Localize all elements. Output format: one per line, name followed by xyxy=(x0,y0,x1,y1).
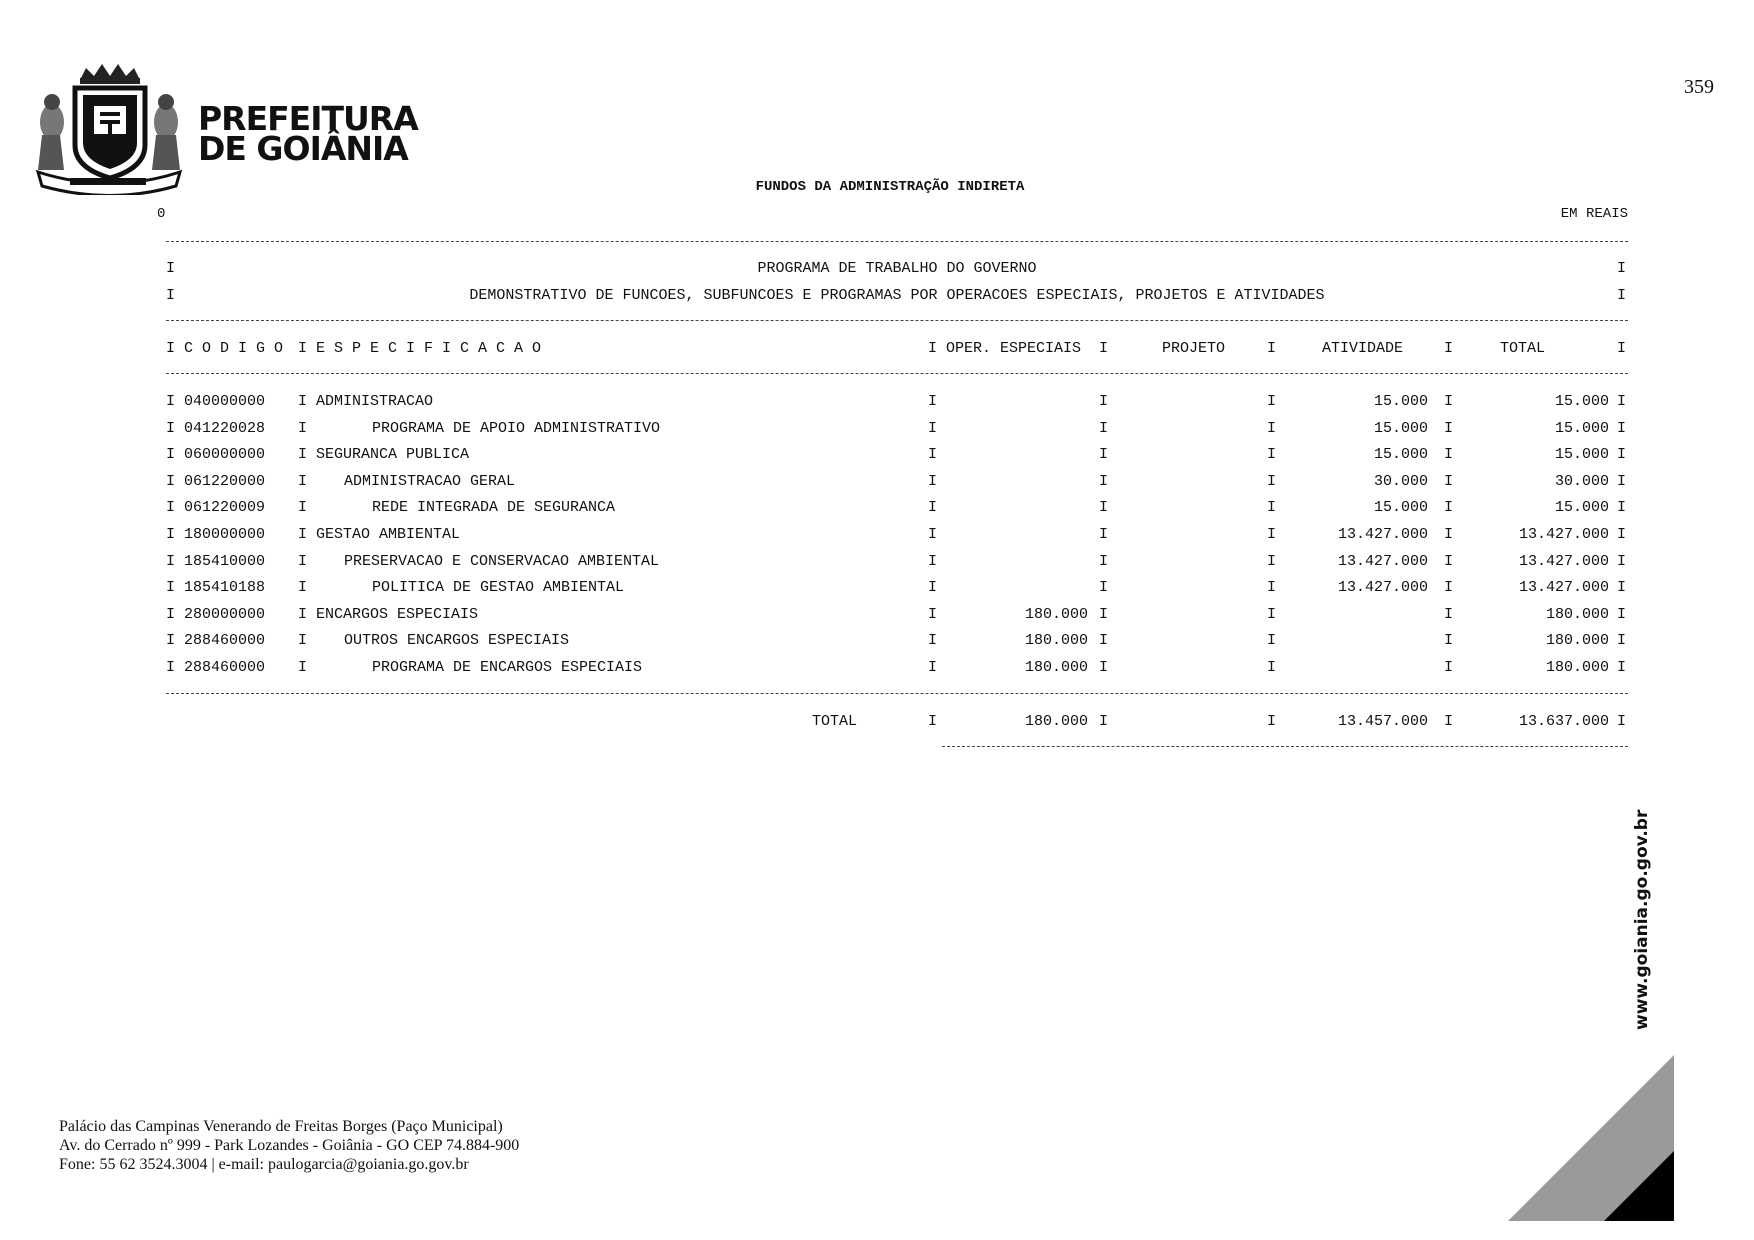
column-separator: I xyxy=(1444,632,1454,650)
header-projeto: PROJETO xyxy=(1162,340,1226,357)
row-total: 15.000 xyxy=(1554,393,1609,410)
logo-line-1: PREFEITURA xyxy=(198,99,418,138)
divider xyxy=(166,241,1628,242)
column-separator: I xyxy=(1444,552,1454,570)
border-marker: I xyxy=(1617,605,1627,623)
border-marker: I xyxy=(1617,260,1627,277)
border-marker: I xyxy=(1617,659,1627,676)
border-marker: I xyxy=(1617,713,1627,730)
logo-line-2: DE GOIÂNIA xyxy=(198,129,408,168)
totals-atividade: 13.457.000 xyxy=(1337,713,1428,730)
column-separator: I xyxy=(1267,393,1277,410)
column-separator: I xyxy=(298,659,308,676)
column-separator: I xyxy=(1267,605,1277,623)
border-marker: I xyxy=(1617,552,1627,570)
row-total: 15.000 xyxy=(1554,419,1609,437)
column-separator: I xyxy=(1267,579,1277,597)
column-separator: I xyxy=(298,526,308,543)
border-marker: I xyxy=(1617,446,1627,464)
row-codigo: 060000000 xyxy=(184,446,266,464)
row-especificacao: PROGRAMA DE ENCARGOS ESPECIAIS xyxy=(372,659,643,676)
column-separator: I xyxy=(1444,472,1454,490)
column-separator: I xyxy=(1267,446,1277,464)
row-total: 13.427.000 xyxy=(1518,579,1609,597)
border-marker: I xyxy=(166,446,176,464)
column-separator: I xyxy=(928,552,938,570)
column-separator: I xyxy=(1444,605,1454,623)
column-separator: I xyxy=(1099,713,1109,730)
page-number: 359 xyxy=(1684,76,1714,98)
column-separator: I xyxy=(1099,446,1109,464)
column-separator: I xyxy=(928,713,938,730)
column-separator: I xyxy=(1099,605,1109,623)
divider xyxy=(942,746,1628,747)
column-separator: I xyxy=(1267,526,1277,543)
row-codigo: 185410188 xyxy=(184,579,266,597)
footer-address-line: Palácio das Campinas Venerando de Freitas Borges (Paço Municipal) xyxy=(59,1118,503,1135)
row-total: 180.000 xyxy=(1545,605,1609,623)
row-codigo: 180000000 xyxy=(184,526,266,543)
border-marker: I xyxy=(1617,287,1627,304)
border-marker: I xyxy=(1617,526,1627,543)
column-separator: I xyxy=(298,393,308,410)
column-separator: I xyxy=(928,419,938,437)
row-atividade: 15.000 xyxy=(1373,419,1428,437)
row-codigo: 280000000 xyxy=(184,605,266,623)
column-separator: I xyxy=(928,393,938,410)
column-separator: I xyxy=(928,605,938,623)
header-atividade: ATIVIDADE xyxy=(1322,340,1404,357)
column-separator: I xyxy=(1099,393,1109,410)
border-marker: I xyxy=(166,659,176,676)
header-oper-especiais: OPER. ESPECIAIS xyxy=(946,340,1082,357)
column-separator: I xyxy=(298,446,308,464)
column-separator: I xyxy=(1444,340,1454,357)
border-marker: I xyxy=(1617,632,1627,650)
header-codigo: C O D I G O xyxy=(184,340,284,357)
column-separator: I xyxy=(928,446,938,464)
row-especificacao: SEGURANCA PUBLICA xyxy=(316,446,470,464)
column-separator: I xyxy=(298,340,308,357)
divider xyxy=(166,693,1628,694)
column-separator: I xyxy=(298,632,308,650)
divider xyxy=(166,373,1628,374)
border-marker: I xyxy=(166,499,176,517)
row-especificacao: POLITICA DE GESTAO AMBIENTAL xyxy=(372,579,625,597)
column-separator: I xyxy=(1444,499,1454,517)
column-separator: I xyxy=(928,579,938,597)
divider xyxy=(166,320,1628,321)
column-separator: I xyxy=(928,472,938,490)
row-oper-especiais: 180.000 xyxy=(1024,605,1088,623)
column-separator: I xyxy=(298,419,308,437)
border-marker: I xyxy=(166,419,176,437)
border-marker: I xyxy=(1617,393,1627,410)
border-marker: I xyxy=(166,526,176,543)
unit-label: EM REAIS xyxy=(1560,206,1628,222)
row-atividade: 30.000 xyxy=(1373,472,1428,490)
footer-contact-line: Fone: 55 62 3524.3004 | e-mail: paulogarcia@goiania.go.gov.br xyxy=(59,1156,469,1173)
row-atividade: 15.000 xyxy=(1373,446,1428,464)
border-marker: I xyxy=(1617,340,1627,357)
column-separator: I xyxy=(928,632,938,650)
column-separator: I xyxy=(298,605,308,623)
row-codigo: 288460000 xyxy=(184,659,266,676)
row-codigo: 040000000 xyxy=(184,393,266,410)
column-separator: I xyxy=(928,659,938,676)
header-especificacao: E S P E C I F I C A C A O xyxy=(316,340,542,357)
column-separator: I xyxy=(1099,579,1109,597)
column-separator: I xyxy=(298,579,308,597)
row-oper-especiais: 180.000 xyxy=(1024,632,1088,650)
row-atividade: 13.427.000 xyxy=(1337,552,1428,570)
row-total: 15.000 xyxy=(1554,499,1609,517)
border-marker: I xyxy=(166,260,176,277)
border-marker: I xyxy=(166,579,176,597)
row-atividade: 15.000 xyxy=(1373,393,1428,410)
column-separator: I xyxy=(1444,526,1454,543)
column-separator: I xyxy=(1444,419,1454,437)
row-especificacao: REDE INTEGRADA DE SEGURANCA xyxy=(372,499,616,517)
row-total: 13.427.000 xyxy=(1518,552,1609,570)
column-separator: I xyxy=(1267,499,1277,517)
column-separator: I xyxy=(1267,419,1277,437)
sheet-reference: 0 xyxy=(157,206,166,222)
border-marker: I xyxy=(166,472,176,490)
column-separator: I xyxy=(1099,659,1109,676)
row-especificacao: GESTAO AMBIENTAL xyxy=(316,526,461,543)
column-separator: I xyxy=(928,340,938,357)
row-especificacao: PRESERVACAO E CONSERVACAO AMBIENTAL xyxy=(344,552,660,570)
border-marker: I xyxy=(1617,419,1627,437)
corner-triangle-graphic xyxy=(1508,1055,1674,1221)
row-total: 180.000 xyxy=(1545,632,1609,650)
column-separator: I xyxy=(1444,393,1454,410)
border-marker: I xyxy=(166,552,176,570)
border-marker: I xyxy=(1617,579,1627,597)
row-especificacao: ADMINISTRACAO xyxy=(316,393,434,410)
border-marker: I xyxy=(1617,499,1627,517)
border-marker: I xyxy=(166,393,176,410)
column-separator: I xyxy=(1267,340,1277,357)
column-separator: I xyxy=(1444,713,1454,730)
column-separator: I xyxy=(298,472,308,490)
column-separator: I xyxy=(1099,340,1109,357)
row-especificacao: PROGRAMA DE APOIO ADMINISTRATIVO xyxy=(372,419,661,437)
column-separator: I xyxy=(1099,526,1109,543)
row-especificacao: ADMINISTRACAO GERAL xyxy=(344,472,516,490)
column-separator: I xyxy=(928,499,938,517)
column-separator: I xyxy=(1444,659,1454,676)
column-separator: I xyxy=(1444,446,1454,464)
totals-label: TOTAL xyxy=(812,713,858,730)
border-marker: I xyxy=(166,632,176,650)
totals-oper-especiais: 180.000 xyxy=(1024,713,1088,730)
column-separator: I xyxy=(1099,552,1109,570)
row-especificacao: ENCARGOS ESPECIAIS xyxy=(316,605,479,623)
column-separator: I xyxy=(1099,632,1109,650)
report-subtitle: DEMONSTRATIVO DE FUNCOES, SUBFUNCOES E PROGRAMAS POR OPERACOES ESPECIAIS, PROJETOS E ATIVIDADES xyxy=(469,287,1325,304)
column-separator: I xyxy=(1099,419,1109,437)
row-codigo: 288460000 xyxy=(184,632,266,650)
row-atividade: 13.427.000 xyxy=(1337,526,1428,543)
row-codigo: 041220028 xyxy=(184,419,266,437)
row-atividade: 13.427.000 xyxy=(1337,579,1428,597)
header-total: TOTAL xyxy=(1500,340,1546,357)
border-marker: I xyxy=(166,287,176,304)
prefeitura-logo xyxy=(30,60,418,195)
column-separator: I xyxy=(1444,579,1454,597)
column-separator: I xyxy=(298,499,308,517)
document-title: FUNDOS DA ADMINISTRAÇÃO INDIRETA xyxy=(755,179,1025,195)
website-url: www.goiania.go.gov.br xyxy=(1632,809,1652,1030)
column-separator: I xyxy=(1099,472,1109,490)
row-total: 30.000 xyxy=(1554,472,1609,490)
border-marker: I xyxy=(166,605,176,623)
footer-address-line: Av. do Cerrado nº 999 - Park Lozandes - Goiânia - GO CEP 74.884-900 xyxy=(59,1137,520,1154)
border-marker: I xyxy=(166,340,176,357)
row-codigo: 185410000 xyxy=(184,552,266,570)
row-codigo: 061220009 xyxy=(184,499,266,517)
row-oper-especiais: 180.000 xyxy=(1024,659,1088,676)
row-total: 15.000 xyxy=(1554,446,1609,464)
column-separator: I xyxy=(928,526,938,543)
column-separator: I xyxy=(298,552,308,570)
column-separator: I xyxy=(1267,713,1277,730)
border-marker: I xyxy=(1617,472,1627,490)
column-separator: I xyxy=(1267,472,1277,490)
column-separator: I xyxy=(1267,552,1277,570)
row-total: 180.000 xyxy=(1545,659,1609,676)
report-title: PROGRAMA DE TRABALHO DO GOVERNO xyxy=(757,260,1037,277)
row-especificacao: OUTROS ENCARGOS ESPECIAIS xyxy=(344,632,570,650)
footer-address xyxy=(59,1117,519,1174)
column-separator: I xyxy=(1099,499,1109,517)
column-separator: I xyxy=(1267,659,1277,676)
city-crest-icon xyxy=(30,60,185,195)
column-separator: I xyxy=(1267,632,1277,650)
row-atividade: 15.000 xyxy=(1373,499,1428,517)
row-codigo: 061220000 xyxy=(184,472,266,490)
row-total: 13.427.000 xyxy=(1518,526,1609,543)
totals-total: 13.637.000 xyxy=(1518,713,1609,730)
